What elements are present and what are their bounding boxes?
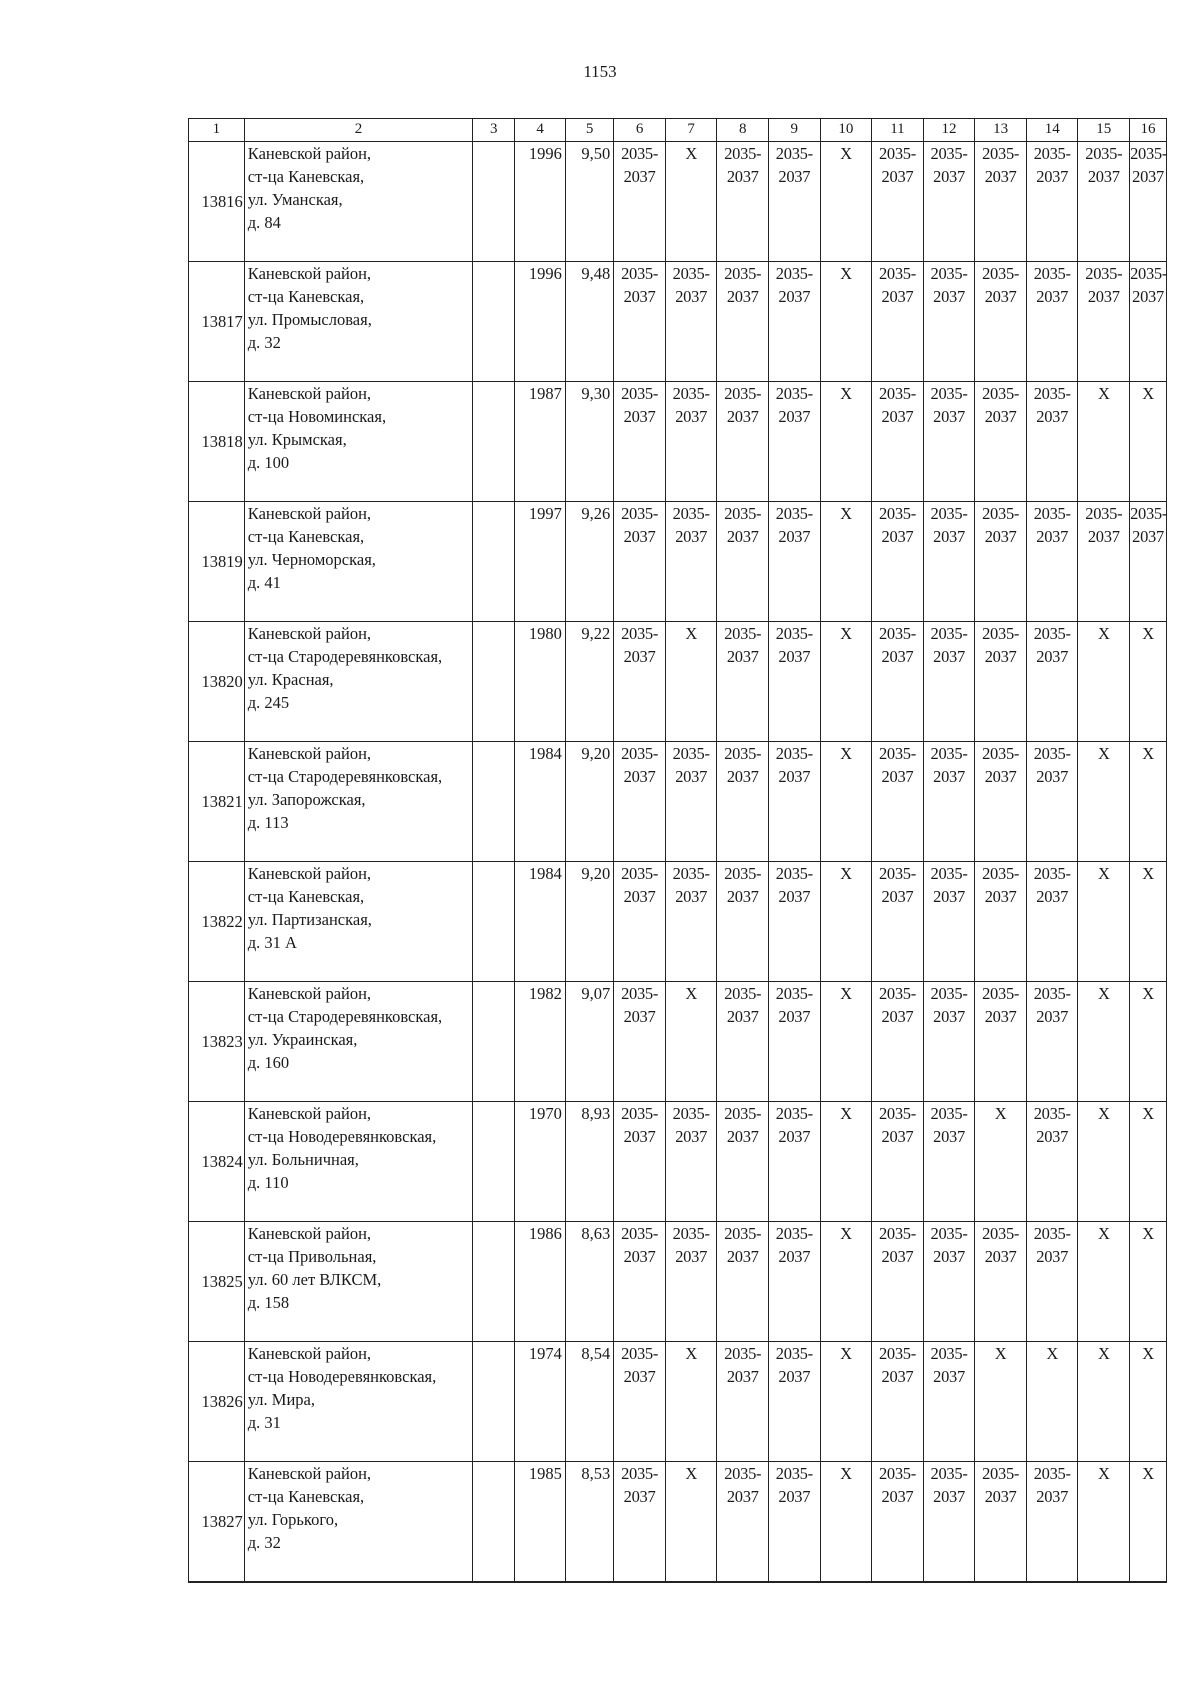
period-cell: 2035- 2037 [975,382,1027,502]
record-number: 13824 [189,1102,245,1222]
period-cell: X [1130,1102,1167,1222]
address-cell [244,262,472,382]
period-cell: 2035- 2037 [717,1342,769,1462]
period-cell: 2035- 2037 [614,622,666,742]
period-cell: 2035- 2037 [717,1462,769,1583]
period-cell: 2035- 2037 [1026,382,1078,502]
address-line: Каневской район, [247,624,372,643]
period-cell: 2035- 2037 [1130,502,1167,622]
address-line: ст-ца Новодеревянковская, [247,1127,437,1146]
address-line: ул. Уманская, [247,190,343,209]
record-number: 13820 [189,622,245,742]
address-line: ст-ца Каневская, [247,887,365,906]
address-line: Каневской район, [247,984,372,1003]
period-cell: 2035- 2037 [614,862,666,982]
period-cell: 2035- 2037 [769,142,821,262]
address-line: ул. Больничная, [247,1150,359,1169]
period-cell: 2035- 2037 [717,622,769,742]
value-cell: 9,20 [565,742,613,862]
period-cell: X [1130,1222,1167,1342]
period-cell: X [1078,622,1130,742]
empty-cell [473,1462,515,1583]
period-cell: 2035- 2037 [872,982,924,1102]
period-cell: 2035- 2037 [1026,1462,1078,1583]
column-header: 9 [769,119,821,142]
empty-cell [473,1102,515,1222]
address-cell [244,502,472,622]
year-cell: 1996 [515,262,566,382]
period-cell: 2035- 2037 [872,862,924,982]
period-cell: X [1078,742,1130,862]
address-line: ст-ца Каневская, [247,287,365,306]
period-cell: 2035- 2037 [769,502,821,622]
column-header: 8 [717,119,769,142]
period-cell: 2035- 2037 [1130,262,1167,382]
period-cell: 2035- 2037 [872,1342,924,1462]
address-cell [244,982,472,1102]
period-cell: X [820,1462,872,1583]
year-cell: 1980 [515,622,566,742]
period-cell: 2035- 2037 [769,1102,821,1222]
column-header: 13 [975,119,1027,142]
address-line: ул. Запорожская, [247,790,366,809]
period-cell: X [665,142,717,262]
period-cell: 2035- 2037 [717,1102,769,1222]
year-cell: 1982 [515,982,566,1102]
address-line: д. 32 [247,333,281,352]
period-cell: 2035- 2037 [872,142,924,262]
record-number: 13827 [189,1462,245,1583]
period-cell: X [1130,1342,1167,1462]
address-line: Каневской район, [247,864,372,883]
period-cell: 2035- 2037 [923,742,975,862]
period-cell: 2035- 2037 [923,262,975,382]
address-line: д. 84 [247,213,281,232]
period-cell: X [665,1342,717,1462]
table-row [189,742,1167,862]
period-cell: 2035- 2037 [717,982,769,1102]
period-cell: X [820,622,872,742]
address-line: д. 32 [247,1533,281,1552]
year-cell: 1985 [515,1462,566,1583]
record-number: 13823 [189,982,245,1102]
column-header: 16 [1130,119,1167,142]
address-line: ст-ца Каневская, [247,1487,365,1506]
year-cell: 1974 [515,1342,566,1462]
period-cell: 2035- 2037 [769,622,821,742]
period-cell: X [1078,1102,1130,1222]
page-number: 1153 [583,62,617,81]
period-cell: 2035- 2037 [923,1462,975,1583]
value-cell: 9,22 [565,622,613,742]
period-cell: X [1078,982,1130,1102]
address-line: ст-ца Каневская, [247,167,365,186]
period-cell: X [975,1342,1027,1462]
period-cell: 2035- 2037 [1026,1102,1078,1222]
address-line: ул. Партизанская, [247,910,372,929]
period-cell: 2035- 2037 [923,1342,975,1462]
address-cell [244,862,472,982]
record-number: 13826 [189,1342,245,1462]
address-cell [244,1342,472,1462]
period-cell: 2035- 2037 [975,142,1027,262]
address-cell [244,142,472,262]
record-number: 13825 [189,1222,245,1342]
period-cell: 2035- 2037 [975,982,1027,1102]
period-cell: 2035- 2037 [872,262,924,382]
address-line: д. 158 [247,1293,290,1312]
period-cell: 2035- 2037 [769,382,821,502]
period-cell: 2035- 2037 [1026,982,1078,1102]
value-cell: 9,30 [565,382,613,502]
period-cell: 2035- 2037 [614,742,666,862]
period-cell: 2035- 2037 [614,982,666,1102]
address-line: ст-ца Каневская, [247,527,365,546]
address-cell [244,1462,472,1583]
period-cell: 2035- 2037 [872,502,924,622]
period-cell: 2035- 2037 [665,862,717,982]
empty-cell [473,142,515,262]
period-cell: 2035- 2037 [614,1222,666,1342]
value-cell: 9,20 [565,862,613,982]
period-cell: 2035- 2037 [872,382,924,502]
empty-cell [473,262,515,382]
record-number: 13818 [189,382,245,502]
period-cell: 2035- 2037 [717,142,769,262]
address-line: д. 31 [247,1413,281,1432]
period-cell: 2035- 2037 [614,1102,666,1222]
period-cell: 2035- 2037 [665,502,717,622]
address-line: ст-ца Стародеревянковская, [247,1007,443,1026]
column-header: 5 [565,119,613,142]
period-cell: 2035- 2037 [614,262,666,382]
period-cell: X [820,982,872,1102]
record-number: 13817 [189,262,245,382]
column-header: 14 [1026,119,1078,142]
table-row [189,262,1167,382]
period-cell: 2035- 2037 [1026,742,1078,862]
period-cell: 2035- 2037 [923,622,975,742]
year-cell: 1970 [515,1102,566,1222]
header-row [189,119,1167,142]
year-cell: 1986 [515,1222,566,1342]
period-cell: X [820,742,872,862]
address-line: ул. Горького, [247,1510,339,1529]
period-cell: X [1130,742,1167,862]
table-row [189,142,1167,262]
table-row [189,862,1167,982]
address-line: ул. Мира, [247,1390,315,1409]
address-line: д. 100 [247,453,290,472]
period-cell: 2035- 2037 [665,382,717,502]
value-cell: 9,07 [565,982,613,1102]
period-cell: X [665,1462,717,1583]
address-line: ул. Красная, [247,670,334,689]
year-cell: 1984 [515,742,566,862]
address-line: ул. Крымская, [247,430,347,449]
period-cell: X [1130,862,1167,982]
period-cell: 2035- 2037 [923,382,975,502]
table-row [189,1462,1167,1583]
period-cell: 2035- 2037 [614,142,666,262]
address-cell [244,382,472,502]
column-header: 15 [1078,119,1130,142]
empty-cell [473,382,515,502]
period-cell: 2035- 2037 [1026,622,1078,742]
period-cell: X [1130,1462,1167,1583]
address-line: Каневской район, [247,144,372,163]
period-cell: 2035- 2037 [614,1342,666,1462]
address-line: ст-ца Новодеревянковская, [247,1367,437,1386]
period-cell: X [1130,382,1167,502]
address-cell [244,622,472,742]
period-cell: X [1078,1462,1130,1583]
record-number: 13822 [189,862,245,982]
empty-cell [473,742,515,862]
value-cell: 9,48 [565,262,613,382]
column-header: 2 [244,119,472,142]
address-line: Каневской район, [247,1344,372,1363]
address-line: ст-ца Привольная, [247,1247,377,1266]
column-header: 12 [923,119,975,142]
column-header: 7 [665,119,717,142]
period-cell: X [820,862,872,982]
address-line: Каневской район, [247,1104,372,1123]
address-line: Каневской район, [247,1464,372,1483]
period-cell: 2035- 2037 [665,1222,717,1342]
empty-cell [473,1222,515,1342]
period-cell: 2035- 2037 [923,862,975,982]
period-cell: 2035- 2037 [872,1462,924,1583]
address-line: д. 113 [247,813,289,832]
period-cell: 2035- 2037 [769,742,821,862]
period-cell: 2035- 2037 [923,1222,975,1342]
address-cell [244,1222,472,1342]
value-cell: 8,93 [565,1102,613,1222]
table-row [189,982,1167,1102]
period-cell: 2035- 2037 [923,1102,975,1222]
period-cell: X [820,382,872,502]
address-line: д. 31 А [247,933,297,952]
period-cell: 2035- 2037 [717,262,769,382]
period-cell: 2035- 2037 [1026,502,1078,622]
period-cell: 2035- 2037 [975,1462,1027,1583]
period-cell: 2035- 2037 [1026,1222,1078,1342]
value-cell: 8,54 [565,1342,613,1462]
period-cell: X [1078,862,1130,982]
period-cell: 2035- 2037 [1078,502,1130,622]
period-cell: 2035- 2037 [975,862,1027,982]
period-cell: 2035- 2037 [769,862,821,982]
period-cell: 2035- 2037 [665,742,717,862]
period-cell: 2035- 2037 [1026,142,1078,262]
period-cell: 2035- 2037 [1078,262,1130,382]
period-cell: 2035- 2037 [769,262,821,382]
address-line: д. 160 [247,1053,290,1072]
period-cell: 2035- 2037 [1130,142,1167,262]
address-line: Каневской район, [247,264,372,283]
period-cell: X [1130,622,1167,742]
address-line: Каневской район, [247,504,372,523]
column-header: 10 [820,119,872,142]
address-line: ст-ца Стародеревянковская, [247,647,443,666]
value-cell: 9,26 [565,502,613,622]
period-cell: 2035- 2037 [872,1222,924,1342]
period-cell: 2035- 2037 [872,622,924,742]
column-header: 6 [614,119,666,142]
period-cell: 2035- 2037 [1026,262,1078,382]
table-row [189,1342,1167,1462]
period-cell: X [1078,382,1130,502]
period-cell: 2035- 2037 [717,1222,769,1342]
value-cell: 8,53 [565,1462,613,1583]
column-header: 3 [473,119,515,142]
year-cell: 1984 [515,862,566,982]
period-cell: 2035- 2037 [872,1102,924,1222]
period-cell: 2035- 2037 [614,502,666,622]
address-line: д. 110 [247,1173,289,1192]
period-cell: X [665,982,717,1102]
period-cell: 2035- 2037 [769,1342,821,1462]
period-cell: 2035- 2037 [614,382,666,502]
address-line: ул. Промысловая, [247,310,372,329]
period-cell: 2035- 2037 [975,1222,1027,1342]
period-cell: 2035- 2037 [975,262,1027,382]
value-cell: 9,50 [565,142,613,262]
period-cell: 2035- 2037 [1078,142,1130,262]
table-row [189,1102,1167,1222]
period-cell: X [1078,1342,1130,1462]
value-cell: 8,63 [565,1222,613,1342]
address-line: ул. Украинская, [247,1030,358,1049]
period-cell: 2035- 2037 [975,742,1027,862]
column-header: 4 [515,119,566,142]
period-cell: 2035- 2037 [717,742,769,862]
empty-cell [473,502,515,622]
table-row [189,502,1167,622]
period-cell: 2035- 2037 [665,1102,717,1222]
address-line: ул. 60 лет ВЛКСМ, [247,1270,382,1289]
period-cell: X [820,262,872,382]
year-cell: 1997 [515,502,566,622]
period-cell: 2035- 2037 [1026,862,1078,982]
table-row [189,1222,1167,1342]
address-line: Каневской район, [247,384,372,403]
period-cell: 2035- 2037 [923,142,975,262]
period-cell: 2035- 2037 [923,502,975,622]
address-line: ст-ца Стародеревянковская, [247,767,443,786]
year-cell: 1996 [515,142,566,262]
period-cell: X [665,622,717,742]
column-header: 11 [872,119,924,142]
column-header: 1 [189,119,245,142]
period-cell: X [820,142,872,262]
address-line: д. 245 [247,693,290,712]
period-cell: 2035- 2037 [614,1462,666,1583]
period-cell: 2035- 2037 [769,1222,821,1342]
period-cell: 2035- 2037 [717,502,769,622]
empty-cell [473,1342,515,1462]
period-cell: 2035- 2037 [872,742,924,862]
period-cell: 2035- 2037 [923,982,975,1102]
address-cell [244,1102,472,1222]
register-table [188,118,1167,1583]
table-row [189,622,1167,742]
period-cell: 2035- 2037 [769,1462,821,1583]
period-cell: X [1130,982,1167,1102]
address-cell [244,742,472,862]
period-cell: X [1026,1342,1078,1462]
period-cell: 2035- 2037 [717,862,769,982]
period-cell: X [975,1102,1027,1222]
period-cell: X [820,502,872,622]
address-line: ул. Черноморская, [247,550,376,569]
period-cell: X [820,1342,872,1462]
period-cell: X [820,1102,872,1222]
period-cell: 2035- 2037 [975,622,1027,742]
period-cell: 2035- 2037 [975,502,1027,622]
period-cell: 2035- 2037 [665,262,717,382]
address-line: Каневской район, [247,744,372,763]
empty-cell [473,862,515,982]
period-cell: 2035- 2037 [769,982,821,1102]
record-number: 13821 [189,742,245,862]
period-cell: 2035- 2037 [717,382,769,502]
period-cell: X [1078,1222,1130,1342]
empty-cell [473,622,515,742]
period-cell: X [820,1222,872,1342]
record-number: 13816 [189,142,245,262]
empty-cell [473,982,515,1102]
address-line: д. 41 [247,573,281,592]
year-cell: 1987 [515,382,566,502]
address-line: ст-ца Новоминская, [247,407,387,426]
table-row [189,382,1167,502]
record-number: 13819 [189,502,245,622]
address-line: Каневской район, [247,1224,372,1243]
